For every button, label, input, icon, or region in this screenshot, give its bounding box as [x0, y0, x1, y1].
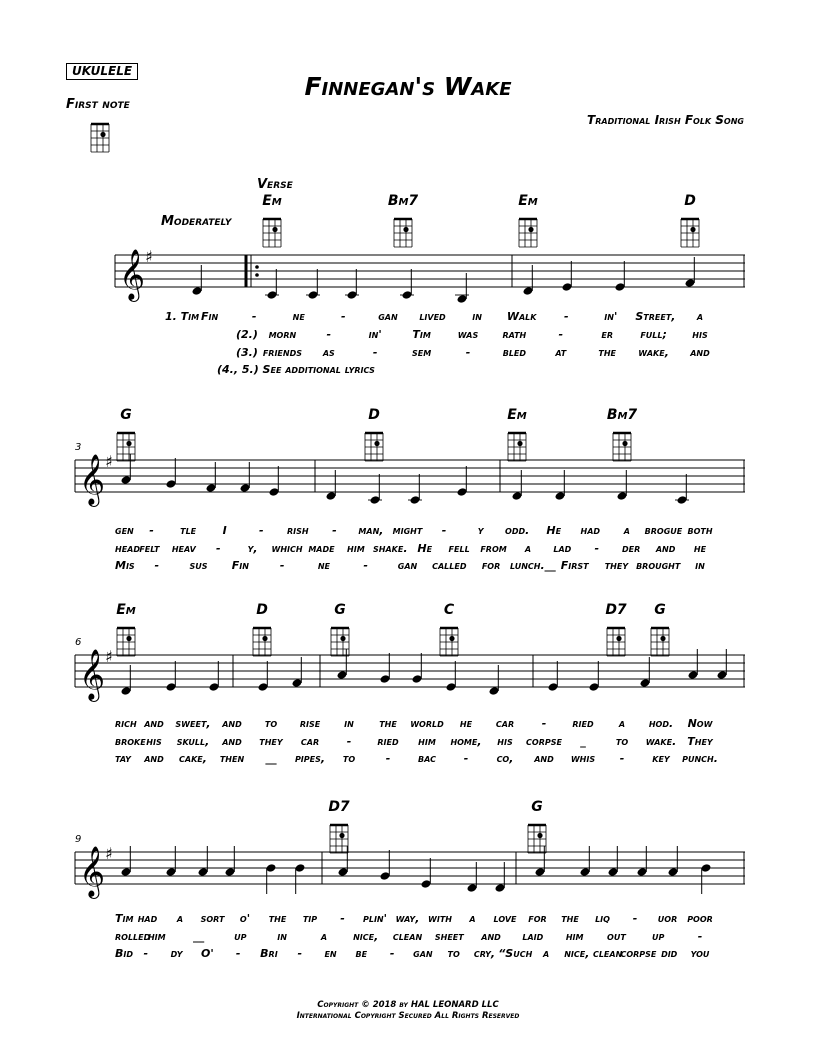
lyric-syllable: gan: [378, 310, 398, 323]
lyric-syllable: morn: [268, 328, 297, 341]
lyric-syllable: ne: [292, 310, 305, 323]
chord-diagram: [330, 825, 348, 853]
lyric-syllable: might: [392, 524, 423, 537]
lyric-syllable: -: [389, 947, 395, 960]
lyric-syllable: him: [565, 930, 584, 943]
diagram-dot: [126, 636, 131, 641]
lyric-syllable: rish: [287, 524, 309, 537]
lyric-syllable: -: [441, 524, 447, 537]
chord-diagram: [117, 628, 135, 656]
lyric-syllable: and: [481, 930, 501, 943]
lyric-syllable: clean: [592, 947, 623, 960]
sharp-icon: ♯: [105, 844, 113, 863]
sharp-icon: ♯: [105, 647, 113, 666]
lyric-syllable: and: [534, 752, 554, 765]
lyric-syllable: felt: [139, 542, 160, 555]
diagram-dot: [690, 227, 695, 232]
lyric-syllable: y,: [247, 542, 258, 555]
lyric-syllable: to: [264, 717, 278, 730]
diagram-dot: [339, 833, 344, 838]
lyric-syllable: in': [604, 310, 618, 323]
lyric-syllable: sort: [200, 912, 225, 925]
lyric-syllable: Walk: [506, 310, 537, 323]
lyric-syllable: and: [222, 717, 242, 730]
lyric-syllable: Street,: [635, 310, 676, 323]
lyric-syllable: they: [604, 559, 629, 572]
chord-symbol: Em: [116, 602, 136, 618]
lyric-syllable: Fin: [231, 559, 249, 572]
lyric-syllable: skull,: [176, 735, 210, 748]
sharp-icon: ♯: [145, 247, 153, 266]
chord-symbol: G: [334, 602, 346, 618]
lyric-syllable: Bri: [260, 947, 278, 960]
lyric-syllable: his: [146, 735, 162, 748]
lyric-syllable: __: [193, 930, 205, 943]
lyric-syllable: -: [385, 752, 391, 765]
tempo-marking: Moderately: [161, 214, 232, 229]
chord-diagram: [253, 628, 271, 656]
lyric-syllable: -: [463, 752, 469, 765]
chord-diagram: [651, 628, 669, 656]
lyric-syllable: did: [661, 947, 678, 960]
lyric-syllable: to: [615, 735, 629, 748]
lyric-syllable: clean: [392, 930, 423, 943]
lyric-syllable: Mis: [115, 559, 135, 572]
lyric-syllable: er: [601, 328, 614, 341]
chord-diagram: [519, 219, 537, 247]
chord-symbol: Em: [507, 407, 527, 423]
lyric-syllable: -: [619, 752, 625, 765]
lyric-syllable: -: [632, 912, 638, 925]
lyric-syllable: lad: [553, 542, 572, 555]
lyric-syllable: 1. Tim: [165, 310, 200, 323]
lyric-syllable: -: [697, 930, 703, 943]
lyric-syllable: -: [465, 346, 471, 359]
lyric-syllable: gen: [115, 524, 134, 537]
lyric-syllable: car: [495, 717, 515, 730]
lyric-syllable: laid: [522, 930, 544, 943]
lyric-syllable: had: [137, 912, 158, 925]
copyright-footer: [0, 1000, 816, 1022]
lyric-syllable: nice,: [564, 947, 590, 960]
diagram-dot: [449, 636, 454, 641]
lyric-syllable: be: [355, 947, 368, 960]
lyric-syllable: and: [690, 346, 710, 359]
repeat-dot: [255, 265, 259, 269]
lyric-syllable: his: [497, 735, 513, 748]
diagram-dot: [262, 636, 267, 641]
lyric-syllable: him: [347, 542, 365, 555]
lyric-syllable: punch.: [682, 752, 718, 765]
chord-symbol: D: [368, 407, 380, 423]
lyric-syllable: for: [481, 559, 501, 572]
lyric-syllable: cake,: [179, 752, 207, 765]
lyric-line: (4., 5.) See additional lyrics: [217, 363, 375, 376]
lyric-syllable: O': [201, 947, 214, 960]
chord-diagram: [508, 433, 526, 461]
lyric-syllable: sem: [412, 346, 432, 359]
lyric-syllable: head: [115, 542, 140, 555]
measure-number: 9: [75, 834, 82, 845]
lyric-syllable: shake.: [373, 542, 408, 555]
lyric-syllable: from: [480, 542, 507, 555]
chord-symbol: D7: [328, 799, 350, 815]
lyric-syllable: -: [251, 310, 257, 323]
lyric-syllable: then: [219, 752, 245, 765]
lyric-syllable: in: [277, 930, 287, 943]
lyric-syllable: -: [563, 310, 569, 323]
lyric-syllable: odd.: [505, 524, 530, 537]
chord-symbol: Bm7: [606, 407, 638, 423]
lyric-syllable: ne: [317, 559, 331, 572]
lyric-syllable: car: [300, 735, 320, 748]
chord-diagram: [607, 628, 625, 656]
lyric-syllable: brogue: [644, 524, 683, 537]
lyric-syllable: liq: [595, 912, 610, 925]
lyric-syllable: bac: [418, 752, 436, 765]
lyric-syllable: -: [346, 735, 352, 748]
lyric-syllable: the: [268, 912, 287, 925]
lyric-syllable: “Such: [498, 947, 533, 960]
lyric-syllable: co,: [496, 752, 514, 765]
lyric-syllable: broke: [115, 735, 146, 748]
lyric-syllable: out: [607, 930, 626, 943]
lyric-syllable: in: [472, 310, 482, 323]
lyric-syllable: They: [687, 735, 713, 748]
chord-diagram: [365, 433, 383, 461]
lyric-syllable: ried: [377, 735, 399, 748]
lyric-syllable: and: [222, 735, 242, 748]
chord-diagram: [394, 219, 412, 247]
lyric-syllable: sus: [189, 559, 208, 572]
lyric-syllable: they: [259, 735, 283, 748]
lyric-syllable: you: [690, 947, 710, 960]
lyric-syllable: Bid: [115, 947, 134, 960]
lyric-syllable: and: [655, 542, 676, 555]
chord-symbol: G: [120, 407, 132, 423]
repeat-dot: [255, 273, 259, 277]
lyric-syllable: I: [222, 524, 227, 537]
lyric-syllable: a: [623, 524, 630, 537]
lyric-syllable: First: [560, 559, 589, 572]
lyric-syllable: rolled: [115, 930, 151, 943]
lyric-syllable: wake,: [638, 346, 669, 359]
lyric-syllable: in': [368, 328, 382, 341]
lyric-syllable: corpse: [620, 947, 657, 960]
diagram-dot: [616, 636, 621, 641]
lyric-syllable: Tim: [115, 912, 134, 925]
sharp-icon: ♯: [105, 452, 113, 471]
lyric-syllable: full;: [640, 328, 667, 341]
lyric-syllable: Fin: [200, 310, 219, 323]
lyric-syllable: a: [524, 542, 532, 555]
staff-system: [75, 602, 745, 765]
lyric-syllable: -: [340, 912, 345, 925]
chord-diagram: [440, 628, 458, 656]
diagram-dot: [272, 227, 277, 232]
lyric-syllable: -: [235, 947, 241, 960]
lyric-syllable: plin': [362, 912, 388, 925]
lyric-syllable: der: [622, 542, 641, 555]
lyric-syllable: in: [695, 559, 705, 572]
chord-symbol: D7: [605, 602, 627, 618]
lyric-syllable: up: [234, 930, 247, 943]
treble-clef-icon: 𝄞: [79, 454, 106, 505]
lyric-syllable: cry,: [473, 947, 496, 960]
lyric-syllable: -: [363, 559, 369, 572]
lyric-syllable: love: [493, 912, 517, 925]
lyric-syllable: in: [344, 717, 354, 730]
lyric-syllable: for: [528, 912, 547, 925]
staff-system: [75, 407, 745, 572]
lyric-syllable: y: [477, 524, 484, 537]
diagram-dot: [537, 833, 542, 838]
lyric-syllable: a: [542, 947, 550, 960]
instrument-badge: UKULELE: [66, 63, 138, 80]
lyric-syllable: -: [154, 559, 160, 572]
chord-diagram: [117, 433, 135, 461]
lyric-syllable: Now: [687, 717, 713, 730]
lyric-syllable: -: [326, 328, 332, 341]
chord-symbol: Em: [262, 193, 282, 209]
lyric-syllable: he: [459, 717, 473, 730]
lyric-syllable: a: [176, 912, 184, 925]
lyric-syllable: his: [692, 328, 708, 341]
lyric-syllable: rath: [502, 328, 527, 341]
lyric-syllable: and: [144, 752, 164, 765]
chord-symbol: G: [654, 602, 666, 618]
lyric-syllable: tle: [180, 524, 197, 537]
chord-diagram: [263, 219, 281, 247]
chord-symbol: Bm7: [387, 193, 419, 209]
diagram-dot: [403, 227, 408, 232]
lyric-syllable: a: [320, 930, 328, 943]
diagram-dot: [517, 441, 522, 446]
lyric-syllable: he: [693, 542, 707, 555]
lyric-syllable: -: [541, 717, 547, 730]
lyric-syllable: pipes,: [294, 752, 326, 765]
lyric-syllable: uor: [657, 912, 678, 925]
lyric-syllable: He: [546, 524, 562, 537]
lyric-syllable: him: [418, 735, 436, 748]
lyric-syllable: to: [342, 752, 356, 765]
diagram-dot: [126, 441, 131, 446]
lyric-syllable: and: [144, 717, 164, 730]
lyric-syllable: -: [258, 524, 264, 537]
lyric-syllable: man,: [358, 524, 384, 537]
lyric-syllable: poor: [687, 912, 713, 925]
lyric-syllable: en: [324, 947, 337, 960]
lyric-syllable: (3.): [236, 346, 258, 359]
lyric-syllable: had: [580, 524, 601, 537]
lyric-syllable: fell: [448, 542, 470, 555]
lyric-syllable: -: [341, 310, 346, 323]
verse-label: Verse: [257, 177, 293, 192]
lyric-syllable: which: [271, 542, 303, 555]
chord-diagram: [681, 219, 699, 247]
lyric-syllable: He: [417, 542, 433, 555]
lyric-syllable: key: [652, 752, 670, 765]
lyric-syllable: -: [149, 524, 154, 537]
lyric-syllable: heav: [171, 542, 196, 555]
lyric-syllable: both: [687, 524, 713, 537]
treble-clef-icon: 𝄞: [79, 649, 106, 700]
song-title: Finnegan's Wake: [304, 72, 512, 101]
lyric-syllable: -: [594, 542, 600, 555]
copyright-line: Copyright © 2018 by HAL LEONARD LLC: [317, 1000, 499, 1010]
lyric-syllable: was: [457, 328, 479, 341]
diagram-dot: [622, 441, 627, 446]
lyric-syllable: gan: [413, 947, 433, 960]
lyric-syllable: corpse: [526, 735, 562, 748]
first-note-diagram: [91, 124, 109, 152]
lyric-syllable: a: [696, 310, 704, 323]
lyric-syllable: world: [410, 717, 444, 730]
diagram-dot: [660, 636, 665, 641]
lyric-syllable: Tim: [412, 328, 431, 341]
diagram-dot: [528, 227, 533, 232]
lyric-syllable: to: [447, 947, 460, 960]
lyric-syllable: nice,: [353, 930, 379, 943]
lyric-syllable: whis: [570, 752, 596, 765]
treble-clef-icon: 𝄞: [119, 249, 146, 300]
lyric-syllable: with: [428, 912, 452, 925]
treble-clef-icon: 𝄞: [79, 846, 106, 897]
lyric-syllable: o': [239, 912, 251, 925]
lyric-syllable: hod.: [648, 717, 674, 730]
lyric-syllable: wake.: [645, 735, 677, 748]
lyric-syllable: _: [580, 735, 586, 748]
lyric-syllable: -: [332, 524, 337, 537]
lyric-syllable: sheet: [434, 930, 464, 943]
lyric-syllable: -: [279, 559, 285, 572]
chord-symbol: D: [256, 602, 268, 618]
chord-symbol: C: [443, 602, 455, 618]
measure-number: 3: [75, 442, 82, 453]
lyric-syllable: dy: [170, 947, 183, 960]
chord-diagram: [613, 433, 631, 461]
lyric-syllable: the: [379, 717, 397, 730]
lyric-syllable: the: [561, 912, 579, 925]
diagram-dot: [340, 636, 345, 641]
lyric-syllable: home,: [450, 735, 482, 748]
lyric-syllable: rise: [299, 717, 321, 730]
lyric-syllable: called: [432, 559, 467, 572]
chord-diagram: [528, 825, 546, 853]
lyric-syllable: as: [322, 346, 335, 359]
lyric-syllable: lived: [419, 310, 446, 323]
lyric-syllable: a: [618, 717, 626, 730]
composer-credit: Traditional Irish Folk Song: [587, 113, 744, 127]
chord-symbol: Em: [518, 193, 538, 209]
lyric-syllable: up: [652, 930, 665, 943]
lyric-syllable: way,: [395, 912, 420, 925]
lyric-syllable: ried: [572, 717, 594, 730]
chord-symbol: G: [531, 799, 543, 815]
staff-system: [75, 799, 745, 960]
lyric-syllable: gan: [397, 559, 418, 572]
lyric-syllable: rich: [115, 717, 137, 730]
lyric-syllable: made: [308, 542, 335, 555]
lyric-syllable: -: [143, 947, 149, 960]
lyric-syllable: sweet,: [175, 717, 211, 730]
lyric-syllable: tay: [115, 752, 131, 765]
lyric-syllable: tip: [302, 912, 318, 925]
lyric-syllable: him: [147, 930, 166, 943]
lyric-syllable: lunch.__: [510, 559, 556, 572]
rights-line: International Copyright Secured All Rights Reserved: [296, 1011, 520, 1021]
diagram-dot: [100, 132, 105, 137]
lyric-syllable: friends: [262, 346, 302, 359]
measure-number: 6: [75, 637, 82, 648]
lyric-syllable: (2.): [236, 328, 258, 341]
first-note-label: First note: [66, 97, 130, 112]
lyric-syllable: -: [297, 947, 303, 960]
lyric-syllable: at: [555, 346, 567, 359]
lyric-syllable: __: [265, 752, 277, 765]
chord-symbol: D: [684, 193, 696, 209]
lyric-syllable: -: [558, 328, 564, 341]
lyric-syllable: brought: [636, 559, 681, 572]
lyric-syllable: bled: [502, 346, 527, 359]
lyric-syllable: -: [215, 542, 221, 555]
diagram-dot: [374, 441, 379, 446]
lyric-syllable: the: [598, 346, 617, 359]
lyric-syllable: -: [372, 346, 378, 359]
lyric-syllable: a: [469, 912, 476, 925]
